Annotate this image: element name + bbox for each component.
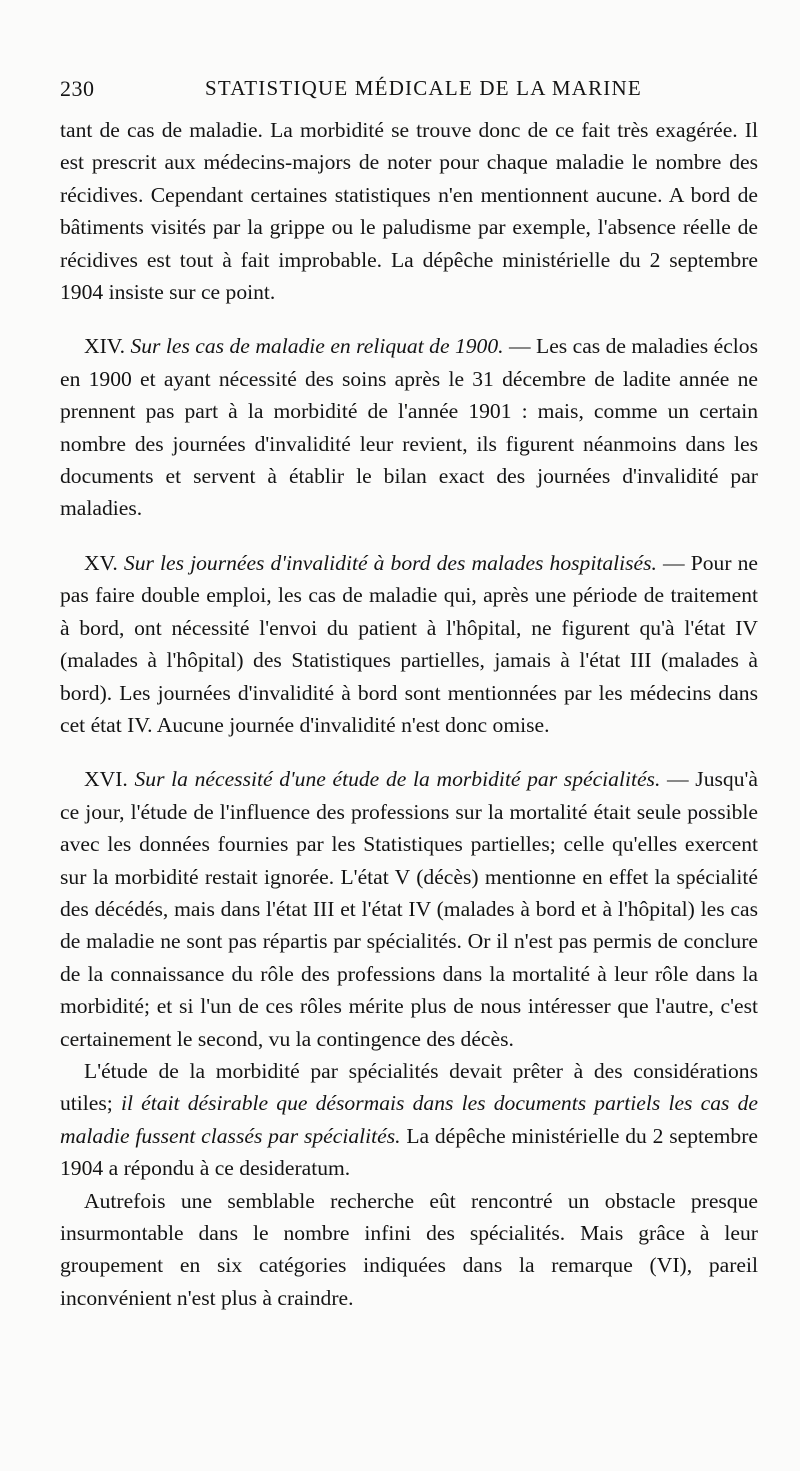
section-text: — Les cas de maladies éclos en 1900 et ayant nécessité des soins après le 31 décembre de ladite année ne prennent pas part à la morbidité de l'année 1901 : mais, comme un certain nombre des journées d'invalidité leur revient, ils figurent néanmoins dans les documents et servent à établir le bilan exact des journées d'invalidité par maladies. xyxy=(60,334,758,521)
paragraph-study-emphasis: il était désirable que désormais dans les documents partiels les cas de maladie fussent classés par spécialités. xyxy=(60,1091,758,1148)
section-number: XIV. xyxy=(84,334,125,359)
body-text xyxy=(60,114,758,1314)
section-title: Sur la nécessité d'une étude de la morbidité par spécialités. xyxy=(134,767,661,792)
section-text: — Pour ne pas faire double emploi, les cas de maladie qui, après une période de traitement à bord, ont nécessité l'envoi du patient à l'hôpital, ne figurent qu'à l'état IV (malades à l'hôpital) des Statistiques partielles, jamais à l'état III (malades à bord). Les journées d'invalidité à bord sont mentionnées par les médecins dans cet état IV. Aucune journée d'invalidité n'est donc omise. xyxy=(60,550,759,737)
section-number: XV. xyxy=(84,550,118,575)
section-xv xyxy=(60,547,758,741)
section-title: Sur les journées d'invalidité à bord des malades hospitalisés. xyxy=(123,550,657,575)
paragraph-study-text: L'étude de la morbidité par spécialités devait prêter à des considérations utiles; xyxy=(60,1058,758,1116)
paragraph-autrefois: Autrefois une semblable recherche eût rencontré un obstacle presque insurmontable dans le nombre infini des spécialités. Mais grâce à leur groupement en six catégories indiquées dans la remarque (VI), pareil inconvénient n'est plus à craindre. xyxy=(60,1188,758,1310)
section-xvi xyxy=(60,763,758,1055)
section-text: — Jusqu'à ce jour, l'étude de l'influence des professions sur la mortalité était seule possible avec les données fournies par les Statistiques partielles; celle qu'elles exercent sur la morbidité restait ignorée. L'état V (décès) mentionne en effet la spécialité des décédés, mais dans l'état III et l'état IV (malades à bord et à l'hôpital) les cas de maladie ne sont pas répartis par spécialités. Or il n'est pas permis de conclure de la connaissance du rôle des professions dans la mortalité à leur rôle dans la morbidité; et si l'un de ces rôles mérite plus de nous intéresser que l'autre, c'est certainement le second, vu la contingence des décès. xyxy=(60,767,758,1051)
paragraph-continuation: tant de cas de maladie. La morbidité se trouve donc de ce fait très exagérée. Il est prescrit aux médecins-majors de noter pour chaque maladie le nombre des récidives. Cependant certaines statistiques n'en mentionnent aucune. A bord de bâtiments visités par la grippe ou le paludisme par exemple, l'absence réelle de récidives est tout à fait improbable. La dépêche ministérielle du 2 septembre 1904 insiste sur ce point. xyxy=(60,118,758,305)
page-header xyxy=(60,76,750,106)
running-title: STATISTIQUE MÉDICALE DE LA MARINE xyxy=(205,76,642,100)
section-number: XVI. xyxy=(84,767,128,792)
paragraph-study xyxy=(60,1055,758,1185)
page-number: 230 xyxy=(60,76,95,101)
section-title: Sur les cas de maladie en reliquat de 1900. xyxy=(130,334,504,359)
section-xiv xyxy=(60,330,758,524)
paragraph-study-text-end: La dépêche ministérielle du 2 septembre 1904 a répondu à ce desideratum. xyxy=(60,1123,758,1181)
